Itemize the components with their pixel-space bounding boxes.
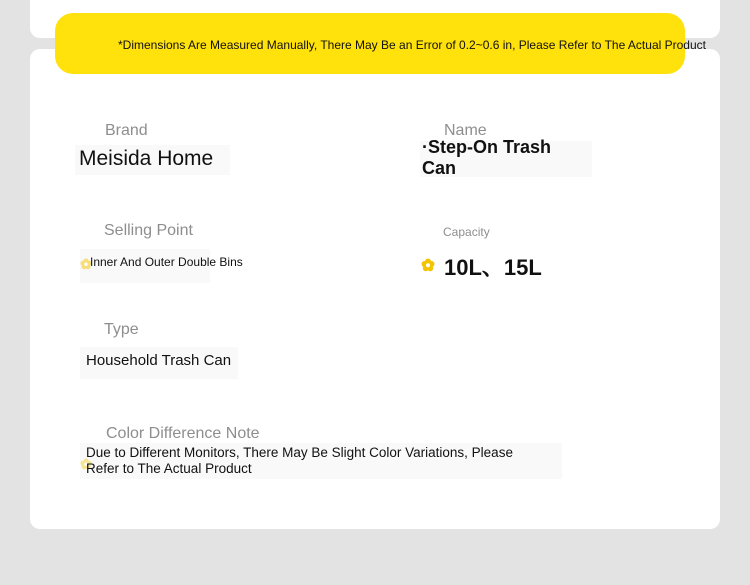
name-value xyxy=(422,137,551,179)
dimension-notice-banner xyxy=(55,13,706,74)
flower-icon xyxy=(421,258,435,272)
selling-point-label: Selling Point xyxy=(104,222,193,239)
type-label: Type xyxy=(104,321,139,338)
color-note-value-line1: Due to Different Monitors, There May Be Slight Color Variations, Please xyxy=(86,445,513,460)
selling-point-value: Inner And Outer Double Bins xyxy=(90,255,243,269)
brand-label: Brand xyxy=(105,122,148,139)
color-note-value-line2: Refer to The Actual Product xyxy=(86,461,252,476)
dimension-notice-text: *Dimensions Are Measured Manually, There May Be an Error of 0.2~0.6 in, Please Refer to The Actual Product xyxy=(118,38,706,52)
type-value: Household Trash Can xyxy=(86,352,232,369)
name-value-line2: Can xyxy=(422,158,457,178)
capacity-value: 10L、15L xyxy=(444,255,542,280)
capacity-label: Capacity xyxy=(443,225,490,239)
color-note-value xyxy=(86,445,513,477)
name-value-line1: ·Step-On Trash xyxy=(422,137,552,157)
name-label: Name xyxy=(444,122,487,139)
brand-value: Meisida Home xyxy=(79,147,214,170)
spec-card xyxy=(30,49,720,529)
color-note-label: Color Difference Note xyxy=(106,425,260,442)
